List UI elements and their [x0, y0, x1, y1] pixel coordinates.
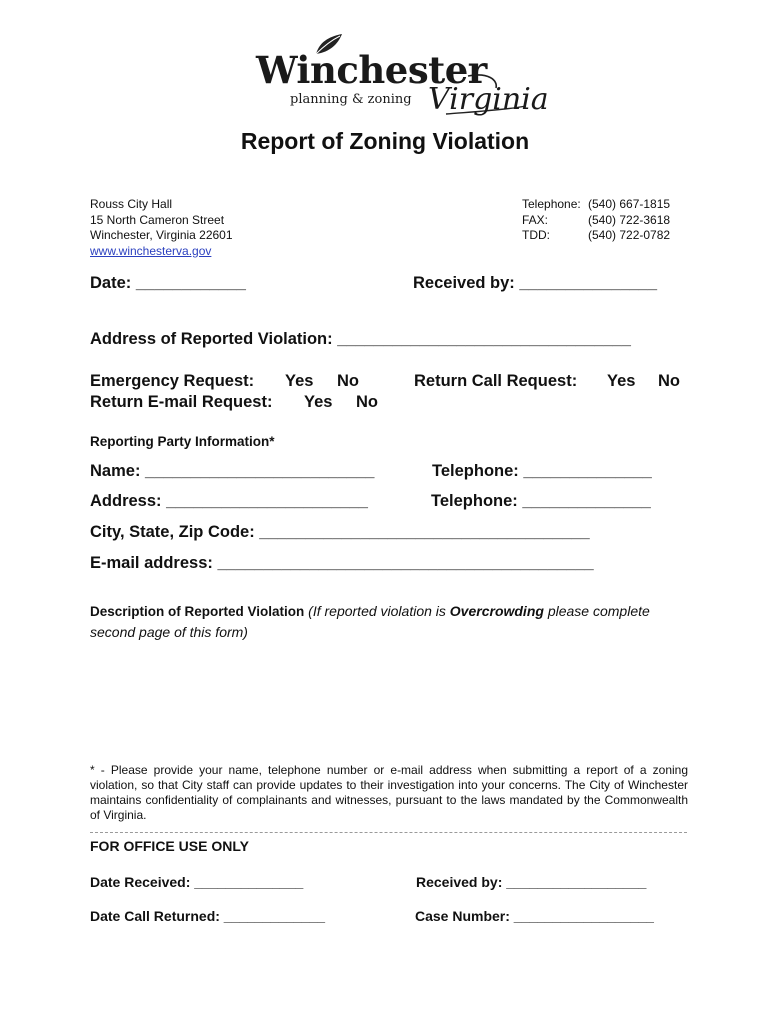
- received-by-field[interactable]: Received by: _______________: [413, 274, 658, 292]
- office-use-heading: FOR OFFICE USE ONLY: [90, 838, 249, 854]
- description-note-part2: please complete second page of this form): [90, 603, 650, 640]
- description-block: [90, 601, 680, 642]
- address-line-2: 15 North Cameron Street: [90, 212, 225, 227]
- return-email-label: Return E-mail Request:: [90, 393, 273, 411]
- date-field[interactable]: Date: ____________: [90, 274, 246, 292]
- logo-wordmark: Winchester: [256, 48, 487, 92]
- return-email-yes-option[interactable]: Yes: [304, 393, 333, 411]
- return-call-label: Return Call Request:: [414, 372, 578, 390]
- email-field[interactable]: E-mail address: _________________________________________: [90, 554, 594, 572]
- city-state-zip-field[interactable]: City, State, Zip Code: ____________________________________: [90, 523, 590, 541]
- telephone-field-2[interactable]: Telephone: ______________: [431, 492, 651, 510]
- name-field[interactable]: Name: _________________________: [90, 462, 375, 480]
- return-call-yes-option[interactable]: Yes: [607, 372, 636, 390]
- telephone-value: (540) 667-1815: [588, 197, 671, 211]
- tdd-label: TDD:: [522, 228, 550, 242]
- return-call-no-option[interactable]: No: [658, 372, 680, 390]
- emergency-request-label: Emergency Request:: [90, 372, 255, 390]
- telephone-field-1[interactable]: Telephone: ______________: [432, 462, 652, 480]
- address-field[interactable]: Address: ______________________: [90, 492, 368, 510]
- page-title: Report of Zoning Violation: [240, 128, 530, 154]
- date-received-field[interactable]: Date Received: ______________: [90, 874, 304, 890]
- confidentiality-footnote: * - Please provide your name, telephone number or e-mail address when submitting a report of a zoning violation, so that City staff can provide updates to their investigation into your concerns. The City of Winchester maintains confidentiality of complainants and witnesses, pursuant to the laws mandated by the Commonwealth of Virginia.: [90, 763, 688, 822]
- address-line-1: Rouss City Hall: [90, 197, 173, 211]
- logo-tagline: planning & zoning: [290, 92, 412, 107]
- fax-value: (540) 722-3618: [588, 212, 671, 227]
- address-line-3: Winchester, Virginia 22601: [90, 228, 233, 242]
- office-received-by-field[interactable]: Received by: __________________: [416, 874, 647, 890]
- violation-address-field[interactable]: Address of Reported Violation: ________________________________: [90, 330, 631, 348]
- description-label: Description of Reported Violation: [90, 604, 305, 619]
- logo-state: Virginia: [428, 82, 549, 117]
- date-call-returned-field[interactable]: Date Call Returned: _____________: [90, 908, 326, 924]
- website-link[interactable]: www.winchesterva.gov: [90, 243, 212, 258]
- reporting-party-heading: Reporting Party Information*: [90, 434, 275, 449]
- tdd-value: (540) 722-0782: [588, 228, 671, 242]
- telephone-label: Telephone:: [522, 197, 581, 211]
- return-email-no-option[interactable]: No: [356, 393, 378, 411]
- case-number-field[interactable]: Case Number: __________________: [415, 908, 654, 924]
- emergency-yes-option[interactable]: Yes: [285, 372, 314, 390]
- section-divider: [90, 832, 687, 833]
- description-note-emphasis: Overcrowding: [449, 603, 544, 619]
- winchester-logo: [250, 32, 549, 118]
- fax-label: FAX:: [522, 212, 549, 227]
- emergency-no-option[interactable]: No: [337, 372, 359, 390]
- description-note-part1: (If reported violation is: [308, 603, 446, 619]
